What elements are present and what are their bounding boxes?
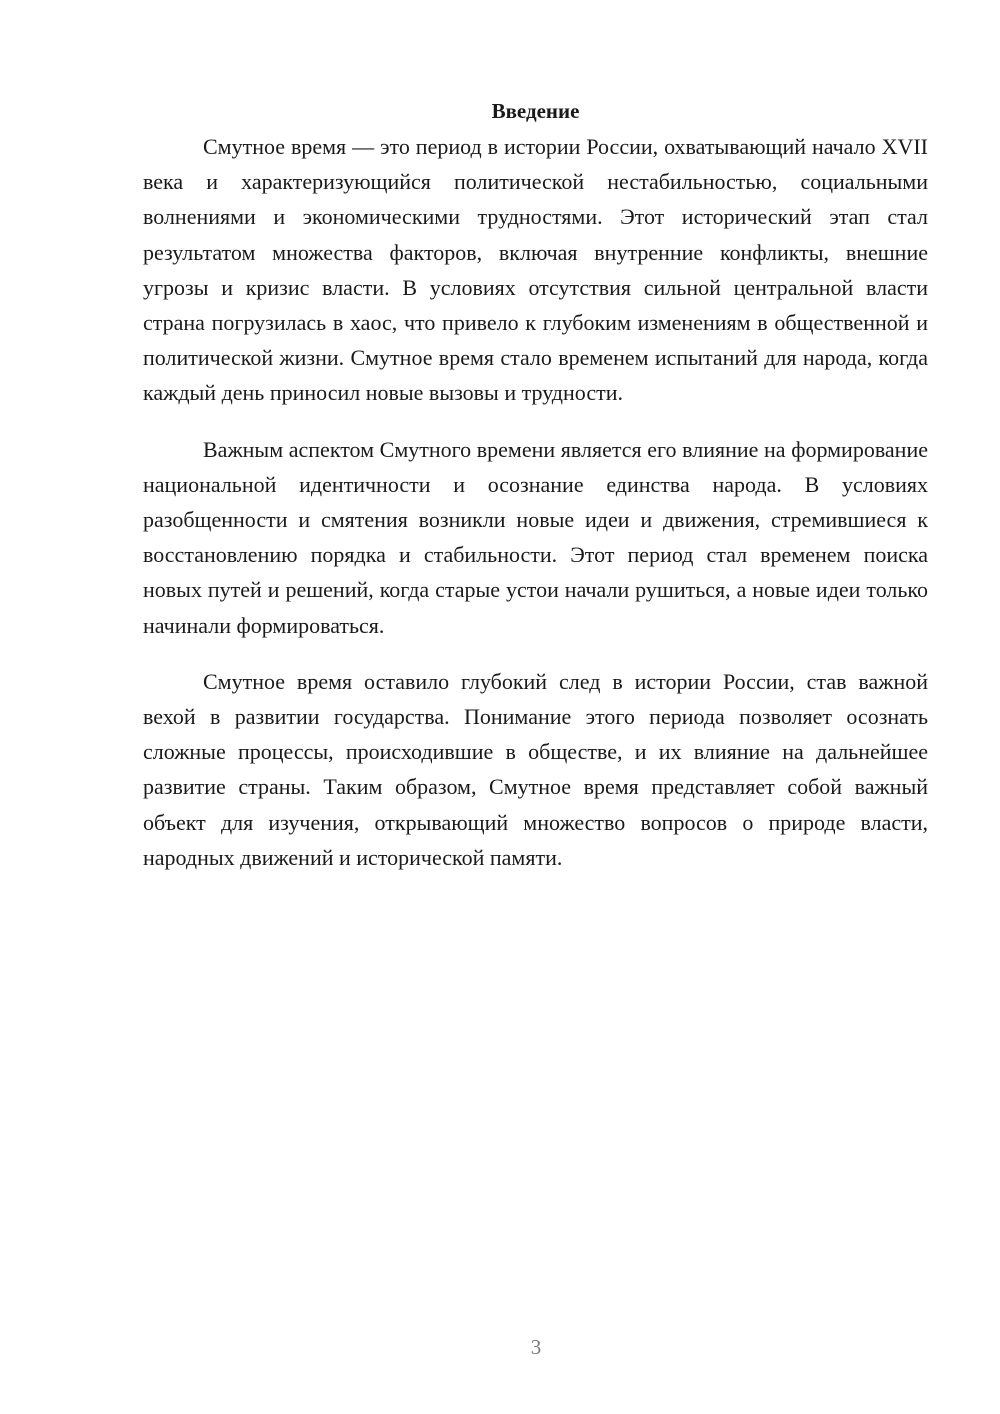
- page-content: [143, 96, 928, 896]
- page-number: 3: [530, 1335, 542, 1359]
- page-title: Введение: [491, 99, 580, 123]
- paragraph-2: Важным аспектом Смутного времени является его влияние на формирование национальной идентичности и осознание единства народа. В условиях разобщенности и смятения возникли новые идеи и движения, стремившиеся к восстановлению порядка и стабильности. Этот период стал временем поиска новых путей и решений, когда старые устои начали рушиться, а новые идеи только начинали формироваться.: [143, 436, 928, 638]
- paragraph-3: Смутное время оставило глубокий след в истории России, став важной вехой в развитии государства. Понимание этого периода позволяет осознать сложные процессы, происходившие в обществе, и их влияние на дальнейшее развитие страны. Таким образом, Смутное время представляет собой важный объект для изучения, открывающий множество вопросов о природе власти, народных движений и исторической памяти.: [143, 668, 928, 870]
- paragraph-1: Смутное время — это период в истории России, охватывающий начало XVII века и характеризующийся политической нестабильностью, социальными волнениями и экономическими трудностями. Этот исторический этап стал результатом множества факторов, включая внутренние конфликты, внешние угрозы и кризис власти. В условиях отсутствия сильной центральной власти страна погрузилась в хаос, что привело к глубоким изменениям в общественной и политической жизни. Смутное время стало временем испытаний для народа, когда каждый день приносил новые вызовы и трудности.: [143, 134, 928, 406]
